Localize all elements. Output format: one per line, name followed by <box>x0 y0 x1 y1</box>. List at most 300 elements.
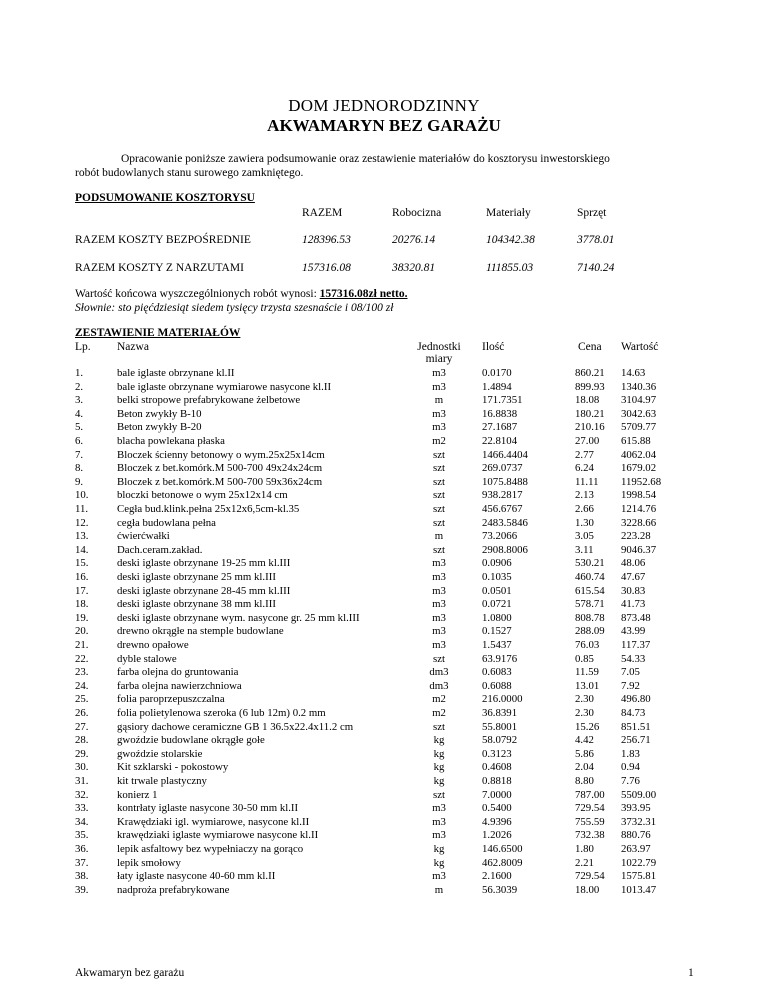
summary-col-sprzet: Sprzęt <box>577 207 607 219</box>
col-header-unit-line1: Jednostki <box>417 341 461 353</box>
row-price: 11.11 <box>575 475 599 488</box>
row-name: gwoździe stolarskie <box>117 747 203 760</box>
row-name: Cegła bud.klink.pełna 25x12x6,5cm-kl.35 <box>117 503 300 515</box>
table-row <box>0 571 768 585</box>
row-lp: 2. <box>75 380 84 393</box>
row-price: 76.03 <box>575 639 600 651</box>
row-lp: 33. <box>75 802 89 815</box>
row-lp: 20. <box>75 625 89 638</box>
row-qty: 0.0501 <box>482 584 512 597</box>
page-number: 1 <box>688 967 694 979</box>
row-value: 41.73 <box>621 598 646 611</box>
row-value: 0.94 <box>621 761 640 774</box>
row-value: 1214.76 <box>621 503 657 515</box>
table-row <box>0 789 768 803</box>
row-unit: m <box>434 394 444 407</box>
row-unit: m <box>434 530 444 543</box>
row-price: 729.54 <box>575 870 605 883</box>
row-price: 210.16 <box>575 421 605 434</box>
row-unit: m3 <box>432 829 446 842</box>
row-qty: 0.6083 <box>482 666 512 679</box>
table-row <box>0 557 768 571</box>
table-row <box>0 843 768 857</box>
row-qty: 58.0792 <box>482 734 518 747</box>
row-value: 880.76 <box>621 829 651 842</box>
row-price: 2.04 <box>575 761 594 774</box>
table-row <box>0 421 768 435</box>
row-lp: 29. <box>75 747 89 760</box>
row-unit: szt <box>433 516 445 529</box>
table-row <box>0 707 768 721</box>
row-qty: 36.8391 <box>482 707 518 719</box>
table-row <box>0 612 768 626</box>
row-price: 808.78 <box>575 611 605 624</box>
row-lp: 23. <box>75 666 89 679</box>
row-lp: 36. <box>75 843 89 855</box>
row-name: ćwierćwałki <box>117 530 170 543</box>
row-qty: 462.8009 <box>482 856 523 869</box>
col-header-value: Wartość <box>621 341 659 353</box>
row-qty: 4.9396 <box>482 815 512 828</box>
table-row <box>0 857 768 871</box>
row-price: 460.74 <box>575 571 605 583</box>
row-unit: m3 <box>432 584 446 597</box>
row-price: 8.80 <box>575 775 594 787</box>
row-price: 2.30 <box>575 693 594 706</box>
row-value: 1022.79 <box>621 856 657 869</box>
row-qty: 0.0170 <box>482 367 512 379</box>
row-value: 43.99 <box>621 625 646 638</box>
row-value: 3104.97 <box>621 394 657 407</box>
row-qty: 0.8818 <box>482 775 512 787</box>
row-value: 9046.37 <box>621 543 657 556</box>
row-lp: 24. <box>75 679 89 692</box>
row-lp: 27. <box>75 720 89 733</box>
row-unit: m3 <box>432 380 446 393</box>
summary-row-1-materialy: 104342.38 <box>486 234 535 246</box>
col-header-qty: Ilość <box>482 341 505 353</box>
table-row <box>0 394 768 408</box>
row-name: Krawędziaki igl. wymiarowe, nasycone kl.II <box>117 815 310 828</box>
row-value: 7.05 <box>621 666 640 679</box>
row-qty: 27.1687 <box>482 421 518 434</box>
row-name: kit trwale plastyczny <box>117 775 207 787</box>
row-qty: 146.6500 <box>482 843 523 855</box>
row-lp: 31. <box>75 775 89 787</box>
row-name: folia polietylenowa szeroka (6 lub 12m) 0.2 mm <box>117 707 326 719</box>
row-qty: 0.4608 <box>482 761 512 774</box>
row-name: folia paroprzepuszczalna <box>117 693 225 706</box>
row-name: deski iglaste obrzynane 19-25 mm kl.III <box>117 557 291 570</box>
row-name: Beton zwykły B-20 <box>117 421 202 434</box>
row-value: 496.80 <box>621 693 651 706</box>
row-unit: kg <box>433 747 445 760</box>
row-name: nadproża prefabrykowane <box>117 883 230 896</box>
intro-paragraph <box>75 152 610 180</box>
final-value-line <box>75 288 408 300</box>
table-row <box>0 802 768 816</box>
row-price: 2.21 <box>575 856 594 869</box>
row-value: 4062.04 <box>621 448 657 461</box>
summary-row-1-label: RAZEM KOSZTY BEZPOŚREDNIE <box>75 234 251 246</box>
row-qty: 0.5400 <box>482 802 512 815</box>
table-row <box>0 598 768 612</box>
summary-row-2-label: RAZEM KOSZTY Z NARZUTAMI <box>75 262 244 274</box>
col-header-name: Nazwa <box>117 341 149 353</box>
row-name: konierz 1 <box>117 788 158 801</box>
col-header-unit <box>414 341 464 365</box>
row-name: kontrłaty iglaste nasycone 30-50 mm kl.II <box>117 802 299 815</box>
row-qty: 55.8001 <box>482 720 518 733</box>
row-name: gwoździe budowlane okrągłe gołe <box>117 734 265 747</box>
row-name: dyble stalowe <box>117 652 177 665</box>
row-unit: m3 <box>432 625 446 638</box>
table-row <box>0 639 768 653</box>
row-qty: 1.4894 <box>482 380 512 393</box>
row-name: Kit szklarski - pokostowy <box>117 761 229 774</box>
row-name: farba olejna do gruntowania <box>117 666 239 679</box>
row-name: łaty iglaste nasycone 40-60 mm kl.II <box>117 870 276 883</box>
row-lp: 3. <box>75 394 84 407</box>
table-row <box>0 449 768 463</box>
row-qty: 1.5437 <box>482 639 512 651</box>
row-value: 3732.31 <box>621 815 657 828</box>
document-subtitle: AKWAMARYN BEZ GARAŻU <box>267 116 501 135</box>
row-qty: 73.2066 <box>482 530 518 543</box>
row-name: blacha powlekana płaska <box>117 435 225 447</box>
row-qty: 216.0000 <box>482 693 523 706</box>
col-header-price: Cena <box>578 341 602 353</box>
summary-row-2-robocizna: 38320.81 <box>392 262 436 274</box>
row-value: 256.71 <box>621 734 651 747</box>
row-lp: 17. <box>75 584 89 597</box>
row-qty: 2483.5846 <box>482 516 528 529</box>
row-name: drewno opałowe <box>117 639 189 651</box>
row-value: 54.33 <box>621 652 646 665</box>
table-row <box>0 435 768 449</box>
row-unit: m3 <box>432 639 446 651</box>
summary-col-materialy: Materiały <box>486 207 531 219</box>
table-row <box>0 748 768 762</box>
table-row <box>0 693 768 707</box>
row-value: 30.83 <box>621 584 646 597</box>
row-name: deski iglaste obrzynane wym. nasycone gr. 25 mm kl.III <box>117 611 360 624</box>
document-title: DOM JEDNORODZINNY <box>288 96 480 115</box>
row-qty: 269.0737 <box>482 462 523 475</box>
row-price: 3.05 <box>575 530 594 543</box>
row-lp: 15. <box>75 557 89 570</box>
row-value: 7.92 <box>621 679 640 692</box>
row-unit: m <box>434 883 444 896</box>
table-row <box>0 544 768 558</box>
row-price: 27.00 <box>575 435 600 447</box>
row-value: 1998.54 <box>621 489 657 502</box>
row-name: Dach.ceram.zakład. <box>117 543 203 556</box>
row-unit: szt <box>433 720 445 733</box>
row-qty: 0.1035 <box>482 571 512 583</box>
row-value: 84.73 <box>621 707 646 719</box>
row-name: gąsiory dachowe ceramiczne GB 1 36.5x22.4x11.2 cm <box>117 720 354 733</box>
row-price: 2.77 <box>575 448 594 461</box>
row-qty: 456.6767 <box>482 503 523 515</box>
row-lp: 11. <box>75 503 89 515</box>
row-lp: 22. <box>75 652 89 665</box>
row-value: 1340.36 <box>621 380 657 393</box>
table-row <box>0 585 768 599</box>
row-name: deski iglaste obrzynane 25 mm kl.III <box>117 571 276 583</box>
row-unit: m3 <box>432 802 446 815</box>
row-value: 5709.77 <box>621 421 657 434</box>
summary-col-robocizna: Robocizna <box>392 207 442 219</box>
row-unit: kg <box>433 734 445 747</box>
row-value: 1.83 <box>621 747 640 760</box>
row-unit: m3 <box>432 421 446 434</box>
row-unit: dm3 <box>429 666 449 679</box>
row-lp: 25. <box>75 693 89 706</box>
summary-row-1-robocizna: 20276.14 <box>392 234 436 246</box>
row-name: Bloczek ścienny betonowy o wym.25x25x14cm <box>117 448 325 461</box>
summary-heading: PODSUMOWANIE KOSZTORYSU <box>75 192 255 204</box>
row-lp: 34. <box>75 815 89 828</box>
row-price: 18.00 <box>575 883 600 896</box>
row-price: 13.01 <box>575 679 600 692</box>
table-row <box>0 816 768 830</box>
row-qty: 0.0721 <box>482 598 512 611</box>
table-row <box>0 530 768 544</box>
row-value: 11952.68 <box>621 475 662 488</box>
row-qty: 171.7351 <box>482 394 523 407</box>
row-lp: 16. <box>75 571 89 583</box>
row-name: cegła budowlana pełna <box>117 516 216 529</box>
row-price: 18.08 <box>575 394 600 407</box>
row-lp: 4. <box>75 407 84 420</box>
row-lp: 7. <box>75 448 84 461</box>
row-price: 15.26 <box>575 720 600 733</box>
table-row <box>0 476 768 490</box>
col-header-lp: Lp. <box>75 341 91 353</box>
row-qty: 0.1527 <box>482 625 512 638</box>
row-name: lepik asfaltowy bez wypełniaczy na gorąco <box>117 843 304 855</box>
row-lp: 35. <box>75 829 89 842</box>
row-value: 1575.81 <box>621 870 657 883</box>
row-qty: 1.0800 <box>482 611 512 624</box>
row-qty: 22.8104 <box>482 435 518 447</box>
row-price: 899.93 <box>575 380 605 393</box>
row-price: 2.66 <box>575 503 594 515</box>
row-price: 288.09 <box>575 625 605 638</box>
row-price: 180.21 <box>575 407 605 420</box>
row-lp: 21. <box>75 639 89 651</box>
intro-line-1: Opracowanie poniższe zawiera podsumowanie oraz zestawienie materiałów do kosztorysu inwestorskiego <box>121 153 610 165</box>
row-unit: m3 <box>432 598 446 611</box>
row-lp: 10. <box>75 489 89 502</box>
row-value: 7.76 <box>621 775 640 787</box>
row-unit: m3 <box>432 611 446 624</box>
row-qty: 16.8838 <box>482 407 518 420</box>
row-unit: m3 <box>432 407 446 420</box>
row-price: 4.42 <box>575 734 594 747</box>
table-row <box>0 666 768 680</box>
row-name: Bloczek z bet.komórk.M 500-700 49x24x24cm <box>117 462 323 475</box>
final-value-text: Wartość końcowa wyszczególnionych robót wynosi: <box>75 288 320 300</box>
row-price: 1.80 <box>575 843 594 855</box>
table-row <box>0 517 768 531</box>
row-name: bale iglaste obrzynane wymiarowe nasycone kl.II <box>117 380 332 393</box>
summary-row-2-razem: 157316.08 <box>302 262 351 274</box>
row-value: 47.67 <box>621 571 646 583</box>
row-unit: m3 <box>432 870 446 883</box>
summary-row-2-sprzet: 7140.24 <box>577 262 615 274</box>
row-qty: 1.2026 <box>482 829 512 842</box>
row-unit: szt <box>433 503 445 515</box>
row-name: belki stropowe prefabrykowane żelbetowe <box>117 394 301 407</box>
row-lp: 1. <box>75 367 84 379</box>
row-qty: 1075.8488 <box>482 475 528 488</box>
row-price: 860.21 <box>575 367 605 379</box>
summary-row-1-sprzet: 3778.01 <box>577 234 615 246</box>
row-name: deski iglaste obrzynane 28-45 mm kl.III <box>117 584 291 597</box>
row-price: 2.30 <box>575 707 594 719</box>
row-value: 615.88 <box>621 435 651 447</box>
row-unit: m3 <box>432 815 446 828</box>
row-qty: 0.0906 <box>482 557 512 570</box>
row-unit: szt <box>433 788 445 801</box>
row-price: 732.38 <box>575 829 605 842</box>
row-qty: 2.1600 <box>482 870 512 883</box>
row-name: deski iglaste obrzynane 38 mm kl.III <box>117 598 276 611</box>
row-unit: m2 <box>432 707 446 719</box>
row-unit: szt <box>433 652 445 665</box>
row-qty: 0.6088 <box>482 679 512 692</box>
row-value: 263.97 <box>621 843 651 855</box>
col-header-unit-line2: miary <box>425 353 453 365</box>
table-row <box>0 829 768 843</box>
table-row <box>0 884 768 898</box>
summary-col-razem: RAZEM <box>302 207 343 219</box>
row-lp: 5. <box>75 421 84 434</box>
table-row <box>0 503 768 517</box>
row-unit: kg <box>433 761 445 774</box>
final-value-amount: 157316.08zł netto. <box>319 288 408 300</box>
row-qty: 1466.4404 <box>482 448 528 461</box>
row-unit: m3 <box>432 557 446 570</box>
row-value: 48.06 <box>621 557 646 570</box>
table-row <box>0 680 768 694</box>
row-unit: szt <box>433 462 445 475</box>
row-price: 6.24 <box>575 462 594 475</box>
row-value: 873.48 <box>621 611 651 624</box>
table-row <box>0 381 768 395</box>
table-row <box>0 408 768 422</box>
row-lp: 37. <box>75 856 89 869</box>
row-price: 530.21 <box>575 557 605 570</box>
table-row <box>0 625 768 639</box>
table-row <box>0 653 768 667</box>
table-row <box>0 489 768 503</box>
row-qty: 2908.8006 <box>482 543 528 556</box>
row-price: 787.00 <box>575 788 605 801</box>
row-lp: 6. <box>75 435 84 447</box>
table-row <box>0 462 768 476</box>
row-name: lepik smołowy <box>117 856 181 869</box>
row-value: 1679.02 <box>621 462 657 475</box>
row-unit: kg <box>433 775 445 787</box>
row-lp: 19. <box>75 611 89 624</box>
amount-in-words: Słownie: sto pięćdziesiąt siedem tysięcy trzysta szesnaście i 08/100 zł <box>75 302 394 314</box>
row-price: 1.30 <box>575 516 594 529</box>
row-name: Beton zwykły B-10 <box>117 407 202 420</box>
row-price: 3.11 <box>575 543 594 556</box>
row-name: Bloczek z bet.komórk.M 500-700 59x36x24cm <box>117 475 323 488</box>
materials-heading: ZESTAWIENIE MATERIAŁÓW <box>75 327 241 339</box>
row-qty: 938.2817 <box>482 489 523 502</box>
table-row <box>0 870 768 884</box>
row-lp: 12. <box>75 516 89 529</box>
row-lp: 14. <box>75 543 89 556</box>
row-value: 223.28 <box>621 530 651 543</box>
table-row <box>0 367 768 381</box>
row-unit: szt <box>433 475 445 488</box>
row-price: 615.54 <box>575 584 605 597</box>
row-qty: 56.3039 <box>482 883 518 896</box>
row-name: krawędziaki iglaste wymiarowe nasycone kl.II <box>117 829 319 842</box>
row-lp: 9. <box>75 475 84 488</box>
row-unit: dm3 <box>429 679 449 692</box>
row-price: 2.13 <box>575 489 594 502</box>
row-value: 14.63 <box>621 367 646 379</box>
row-value: 393.95 <box>621 802 651 815</box>
row-lp: 13. <box>75 530 89 543</box>
row-value: 117.37 <box>621 639 651 651</box>
row-name: bloczki betonowe o wym 25x12x14 cm <box>117 489 288 502</box>
row-price: 755.59 <box>575 815 605 828</box>
row-lp: 38. <box>75 870 89 883</box>
row-qty: 0.3123 <box>482 747 512 760</box>
table-row <box>0 721 768 735</box>
row-unit: kg <box>433 843 445 855</box>
row-unit: m3 <box>432 367 446 379</box>
row-name: farba olejna nawierzchniowa <box>117 679 242 692</box>
row-unit: szt <box>433 489 445 502</box>
intro-line-2: robót budowlanych stanu surowego zamkniętego. <box>75 167 304 179</box>
row-name: bale iglaste obrzynane kl.II <box>117 367 235 379</box>
row-value: 3228.66 <box>621 516 657 529</box>
footer-title: Akwamaryn bez garażu <box>75 967 185 979</box>
row-unit: m2 <box>432 693 446 706</box>
row-unit: m3 <box>432 571 446 583</box>
table-row <box>0 734 768 748</box>
row-value: 3042.63 <box>621 407 657 420</box>
row-name: drewno okrągłe na stemple budowlane <box>117 625 284 638</box>
row-value: 1013.47 <box>621 883 657 896</box>
row-price: 11.59 <box>575 666 599 679</box>
row-value: 851.51 <box>621 720 651 733</box>
table-row <box>0 761 768 775</box>
row-lp: 32. <box>75 788 89 801</box>
row-lp: 18. <box>75 598 89 611</box>
row-lp: 30. <box>75 761 89 774</box>
row-lp: 8. <box>75 462 84 475</box>
summary-row-1-razem: 128396.53 <box>302 234 351 246</box>
row-unit: kg <box>433 856 445 869</box>
row-lp: 39. <box>75 883 89 896</box>
row-lp: 28. <box>75 734 89 747</box>
row-unit: szt <box>433 448 445 461</box>
row-qty: 63.9176 <box>482 652 518 665</box>
row-value: 5509.00 <box>621 788 657 801</box>
summary-row-2-materialy: 111855.03 <box>486 262 534 274</box>
table-row <box>0 775 768 789</box>
